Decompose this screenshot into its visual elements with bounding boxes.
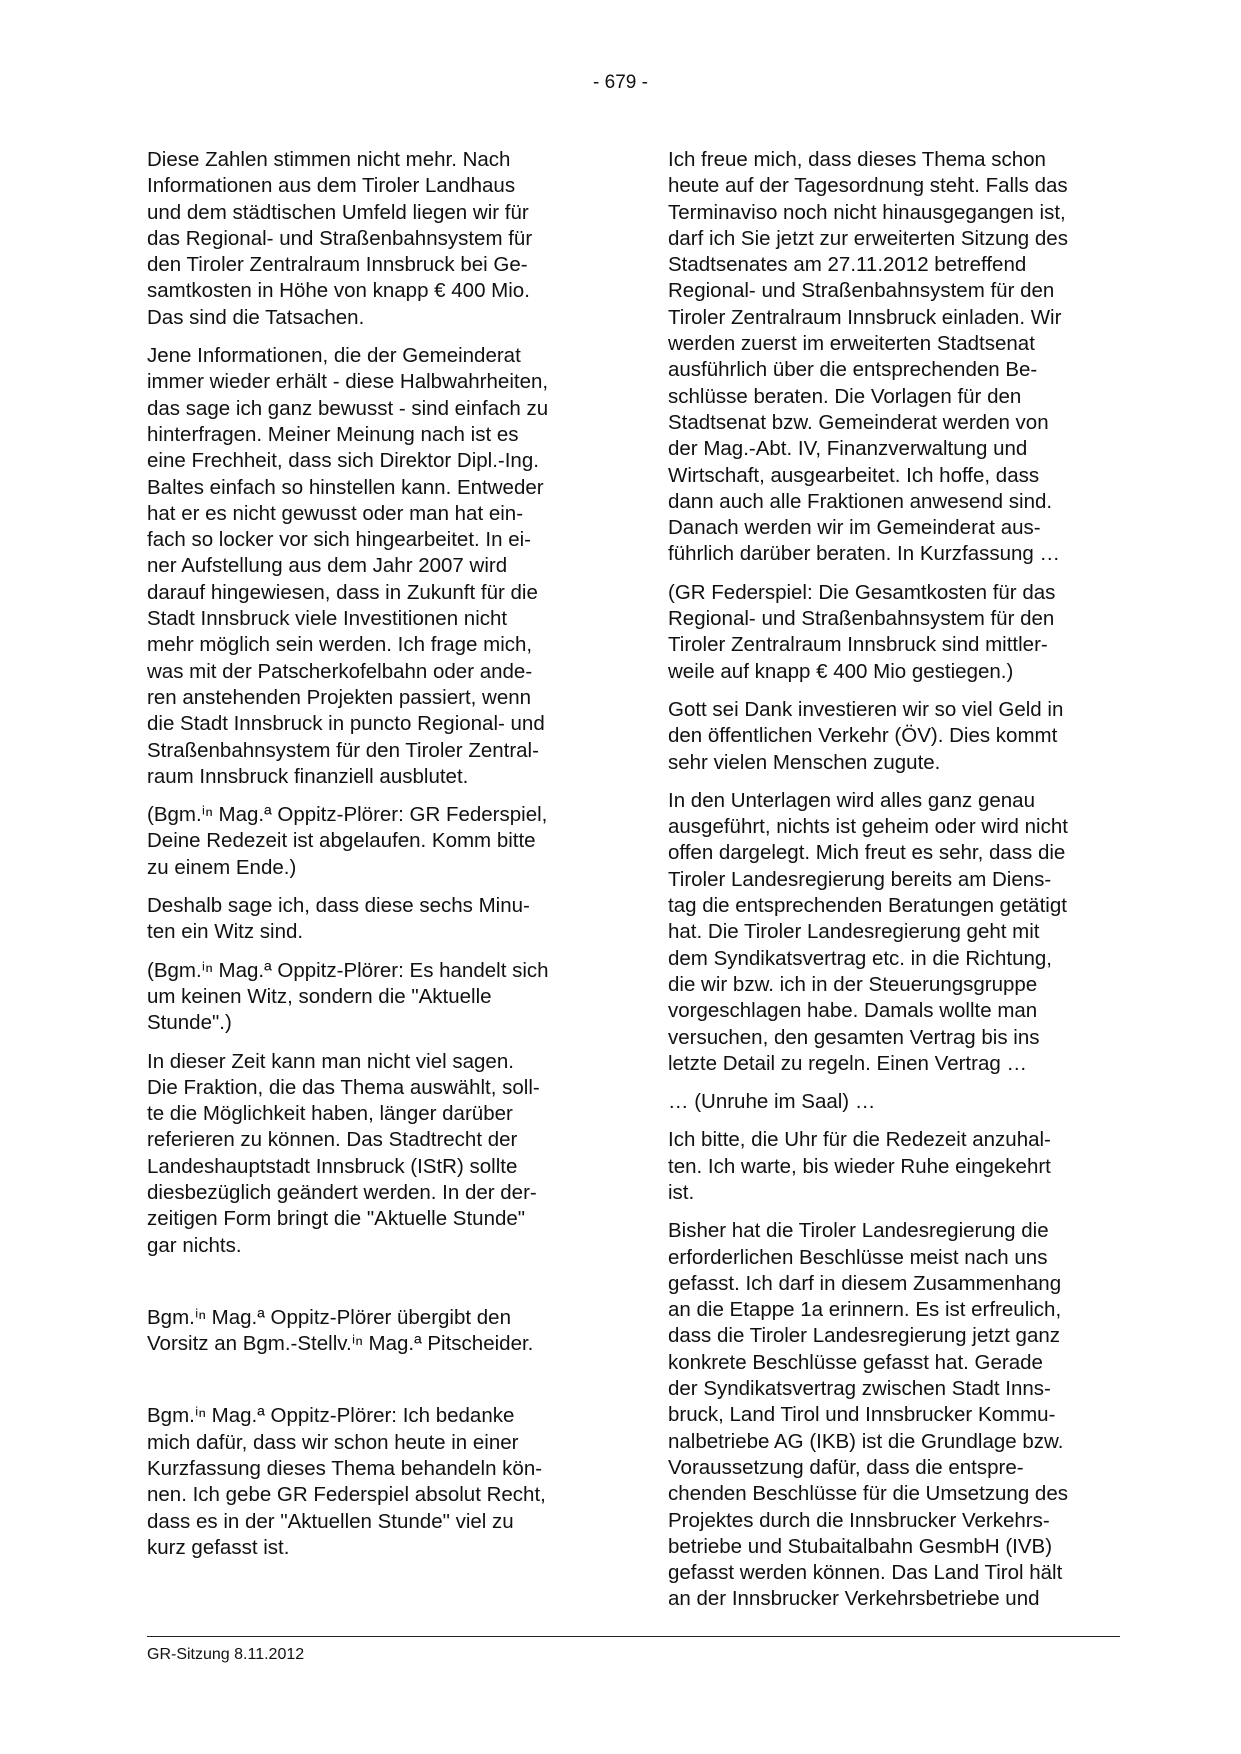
- paragraph: Jene Informationen, die der Gemeinderat immer wieder erhält - diese Halbwahrheiten, das sage ich ganz bewusst - sind einfach zu hinterfragen. Meiner Meinung nach ist es eine Frechheit, dass sich Direktor Dipl.-Ing. Baltes einfach so hinstellen kann. Entweder hat er es nicht gewusst oder man hat ein- fach so locker vor sich hingearbeitet. In ei- ner Aufstellung aus dem Jahr 2007 wird darauf hingewiesen, dass in Zukunft für die Stadt Innsbruck viele Investitionen nicht mehr möglich sein werden. Ich frage mich, was mit der Patscherkofelbahn oder ande- ren anstehenden Projekten passiert, wenn die Stadt Innsbruck in puncto Regional- und Straßenbahnsystem für den Tiroler Zentral- raum Innsbruck finanziell ausblutet.: [147, 344, 549, 788]
- speaker-statement: Bgm.ⁱⁿ Mag.ª Oppitz-Plörer: Ich bedanke mich dafür, dass wir schon heute in einer Kurzfassung dieses Thema behandeln kön- nen. Ich gebe GR Federspiel absolut Recht, dass es in der "Aktuellen Stunde" viel zu kurz gefasst ist.: [147, 1404, 546, 1559]
- paragraph: Gott sei Dank investieren wir so viel Geld in den öffentlichen Verkehr (ÖV). Dies kommt sehr vielen Menschen zugute.: [668, 697, 1064, 774]
- paragraph: Deshalb sage ich, dass diese sechs Minu- ten ein Witz sind.: [147, 894, 530, 944]
- left-column: [147, 147, 592, 1573]
- footer-session-date: GR-Sitzung 8.11.2012: [147, 1646, 305, 1663]
- speaker-interjection: (Bgm.ⁱⁿ Mag.ª Oppitz-Plörer: Es handelt sich um keinen Witz, sondern die "Aktuelle Stunde".): [147, 958, 549, 1035]
- paragraph: Diese Zahlen stimmen nicht mehr. Nach Informationen aus dem Tiroler Landhaus und dem städtischen Umfeld liegen wir für das Regional- und Straßenbahnsystem für den Tiroler Zentralraum Innsbruck bei Ge- samtkosten in Höhe von knapp € 400 Mio. Das sind die Tatsachen.: [147, 148, 533, 329]
- page-number: - 679 -: [593, 72, 648, 93]
- audience-note: … (Unruhe im Saal) …: [668, 1090, 876, 1114]
- footer-divider: [147, 1636, 1120, 1637]
- procedural-note: Bgm.ⁱⁿ Mag.ª Oppitz-Plörer übergibt den Vorsitz an Bgm.-Stellv.ⁱⁿ Mag.ª Pitscheider.: [147, 1305, 534, 1356]
- paragraph: Ich bitte, die Uhr für die Redezeit anzuhal- ten. Ich warte, bis wieder Ruhe eingekehrt ist.: [668, 1128, 1051, 1204]
- speaker-interjection: (GR Federspiel: Die Gesamtkosten für das Regional- und Straßenbahnsystem für den Tiroler Zentralraum Innsbruck sind mittler- weile auf knapp € 400 Mio gestiegen.): [668, 580, 1056, 683]
- paragraph: Ich freue mich, dass dieses Thema schon heute auf der Tagesordnung steht. Falls das Terminaviso noch nicht hinausgegangen ist, darf ich Sie jetzt zur erweiterten Sitzung des Stadtsenates am 27.11.2012 betreffend Regional- und Straßenbahnsystem für den Tiroler Zentralraum Innsbruck einladen. Wir werden zuerst im erweiterten Stadtsenat ausführlich über die entsprechenden Be- schlüsse beraten. Die Vorlagen für den Stadtsenat bzw. Gemeinderat werden von der Mag.-Abt. IV, Finanzverwaltung und Wirtschaft, ausgearbeitet. Ich hoffe, dass dann auch alle Fraktionen anwesend sind. Danach werden wir im Gemeinderat aus- führlich darüber beraten. In Kurzfassung …: [668, 148, 1068, 566]
- paragraph: In den Unterlagen wird alles ganz genau ausgeführt, nichts ist geheim oder wird nicht offen dargelegt. Mich freut es sehr, dass die Tiroler Landesregierung bereits am Diens- tag die entsprechenden Beratungen getätigt hat. Die Tiroler Landesregierung geht mit dem Syndikatsvertrag etc. in die Richtung, die wir bzw. ich in der Steuerungsgruppe vorgeschlagen habe. Damals wollte man versuchen, den gesamten Vertrag bis ins letzte Detail zu regeln. Einen Vertrag …: [668, 788, 1068, 1075]
- paragraph: In dieser Zeit kann man nicht viel sagen. Die Fraktion, die das Thema auswählt, soll- te die Möglichkeit haben, länger darüber referieren zu können. Das Stadtrecht der Landeshauptstadt Innsbruck (IStR) sollte diesbezüglich geändert werden. In der der- zeitigen Form bringt die "Aktuelle Stunde" gar nichts.: [147, 1049, 540, 1257]
- paragraph: Bisher hat die Tiroler Landesregierung die erforderlichen Beschlüsse meist nach uns gefasst. Ich darf in diesem Zusammenhang an die Etappe 1a erinnern. Es ist erfreulich, dass die Tiroler Landesregierung jetzt ganz konkrete Beschlüsse gefasst hat. Gerade der Syndikatsvertrag zwischen Stadt Inns- bruck, Land Tirol und Innsbrucker Kommu- nalbetriebe AG (IKB) ist die Grundlage bzw. Voraussetzung dafür, dass die entspre- chenden Beschlüsse für die Umsetzung des Projektes durch die Innsbrucker Verkehrs- betriebe und Stubaitalbahn GesmbH (IVB) gefasst werden können. Das Land Tirol hält an der Innsbrucker Verkehrsbetriebe und: [668, 1219, 1068, 1611]
- right-column: [668, 147, 1113, 1625]
- speaker-interjection: (Bgm.ⁱⁿ Mag.ª Oppitz-Plörer: GR Federspiel, Deine Redezeit ist abgelaufen. Komm bitte zu einem Ende.): [147, 803, 548, 879]
